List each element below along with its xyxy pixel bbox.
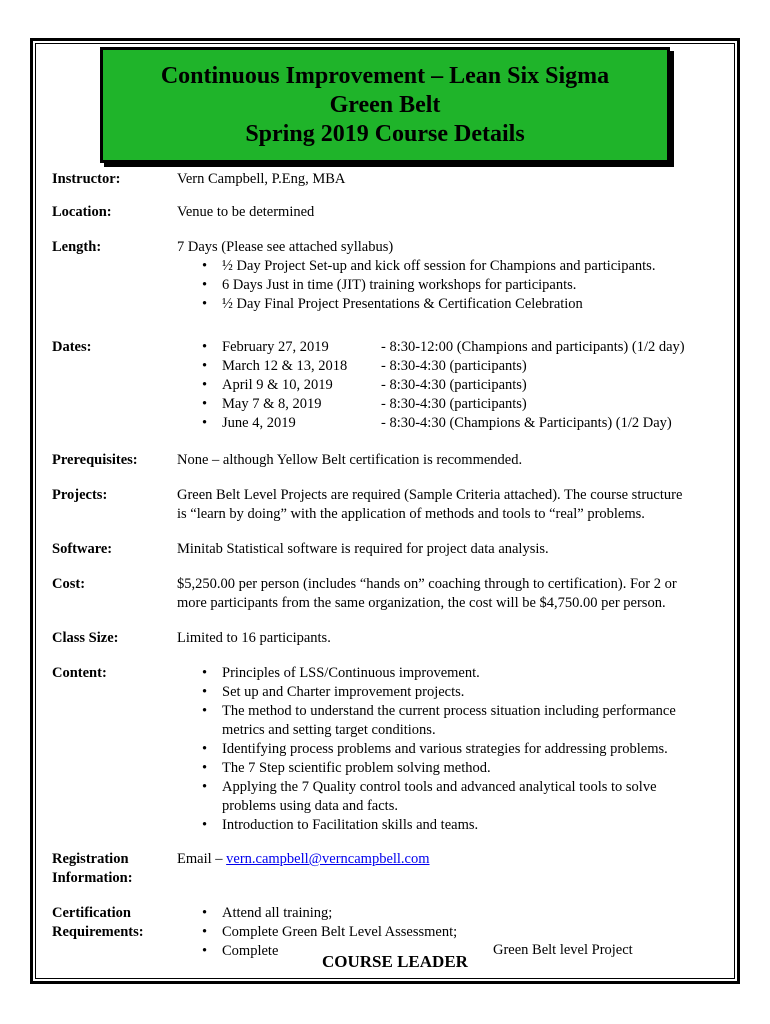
list-item: • Complete Green Belt Level Assessment; [199,923,499,942]
software-value: Minitab Statistical software is required for project data analysis. [177,541,549,557]
list-item: • The method to understand the current process situation including performance metrics and setting target conditions. [199,702,699,740]
list-item: • ½ Day Final Project Presentations & Certification Celebration [199,295,719,314]
title-line-3: Spring 2019 Course Details [245,121,525,147]
list-item: • Complete [199,942,499,961]
projects-label: Projects: [52,487,108,503]
prerequisites-label: Prerequisites: [52,452,138,468]
date-item: • March 12 & 13, 2018 [199,357,379,376]
email-prefix: Email – [177,851,227,867]
course-leader-heading: COURSE LEADER [322,952,468,971]
list-item: • The 7 Step scientific problem solving method. [199,759,699,778]
list-item: • Introduction to Facilitation skills and teams. [199,816,699,835]
prerequisites-value: None – although Yellow Belt certification is recommended. [177,452,523,468]
title-line-2: Green Belt [329,92,441,118]
list-item: • Principles of LSS/Continuous improvement. [199,664,699,683]
cost-line-1: $5,250.00 per person (includes “hands on” coaching through to certification). For 2 or [177,576,677,592]
dates-details [381,338,685,433]
list-item: • ½ Day Project Set-up and kick off session for Champions and participants. [199,257,719,276]
content-label: Content: [52,665,107,681]
certification-project-text: Green Belt level Project [493,942,633,958]
date-item: • April 9 & 10, 2019 [199,376,379,395]
title-banner [100,47,670,163]
date-detail: - 8:30-4:30 (participants) [381,377,527,393]
location-value: Venue to be determined [177,204,315,220]
list-item: • Set up and Charter improvement projects. [199,683,699,702]
title-line-1: Continuous Improvement – Lean Six Sigma [160,63,610,89]
email-link[interactable]: vern.campbell@verncampbell.com [226,851,430,867]
dates-label: Dates: [52,339,92,355]
date-detail: - 8:30-4:30 (Champions & Participants) (1/2 Day) [381,415,672,431]
length-value: 7 Days (Please see attached syllabus) [177,239,394,255]
registration-value [177,850,722,869]
date-detail: - 8:30-4:30 (participants) [381,358,527,374]
class-size-label: Class Size: [52,630,119,646]
list-item: • Attend all training; [199,904,499,923]
list-item: • Applying the 7 Quality control tools and advanced analytical tools to solve problems using data and facts. [199,778,699,816]
software-label: Software: [52,541,113,557]
date-detail: - 8:30-12:00 (Champions and participants) (1/2 day) [381,339,685,355]
certification-label-2: Requirements: [52,924,144,940]
length-list [199,257,719,314]
length-label: Length: [52,239,102,255]
location-label: Location: [52,204,112,220]
certification-label-1: Certification [52,905,131,921]
cost-line-2: more participants from the same organization, the cost will be $4,750.00 per person. [177,595,666,611]
instructor-label: Instructor: [52,171,121,187]
projects-line-2: is “learn by doing” with the application of methods and tools to “real” problems. [177,506,645,522]
instructor-value: Vern Campbell, P.Eng, MBA [177,171,346,187]
registration-label-1: Registration [52,851,129,867]
list-item: • Identifying process problems and various strategies for addressing problems. [199,740,699,759]
registration-label-2: Information: [52,870,133,886]
cost-label: Cost: [52,576,86,592]
date-detail: - 8:30-4:30 (participants) [381,396,527,412]
date-item: • May 7 & 8, 2019 [199,395,379,414]
date-item: • February 27, 2019 [199,338,379,357]
dates-list [199,338,379,433]
content-list [199,664,699,835]
class-size-value: Limited to 16 participants. [177,630,331,646]
date-item: • June 4, 2019 [199,414,379,433]
list-item: • 6 Days Just in time (JIT) training workshops for participants. [199,276,719,295]
projects-line-1: Green Belt Level Projects are required (Sample Criteria attached). The course structure [177,487,683,503]
